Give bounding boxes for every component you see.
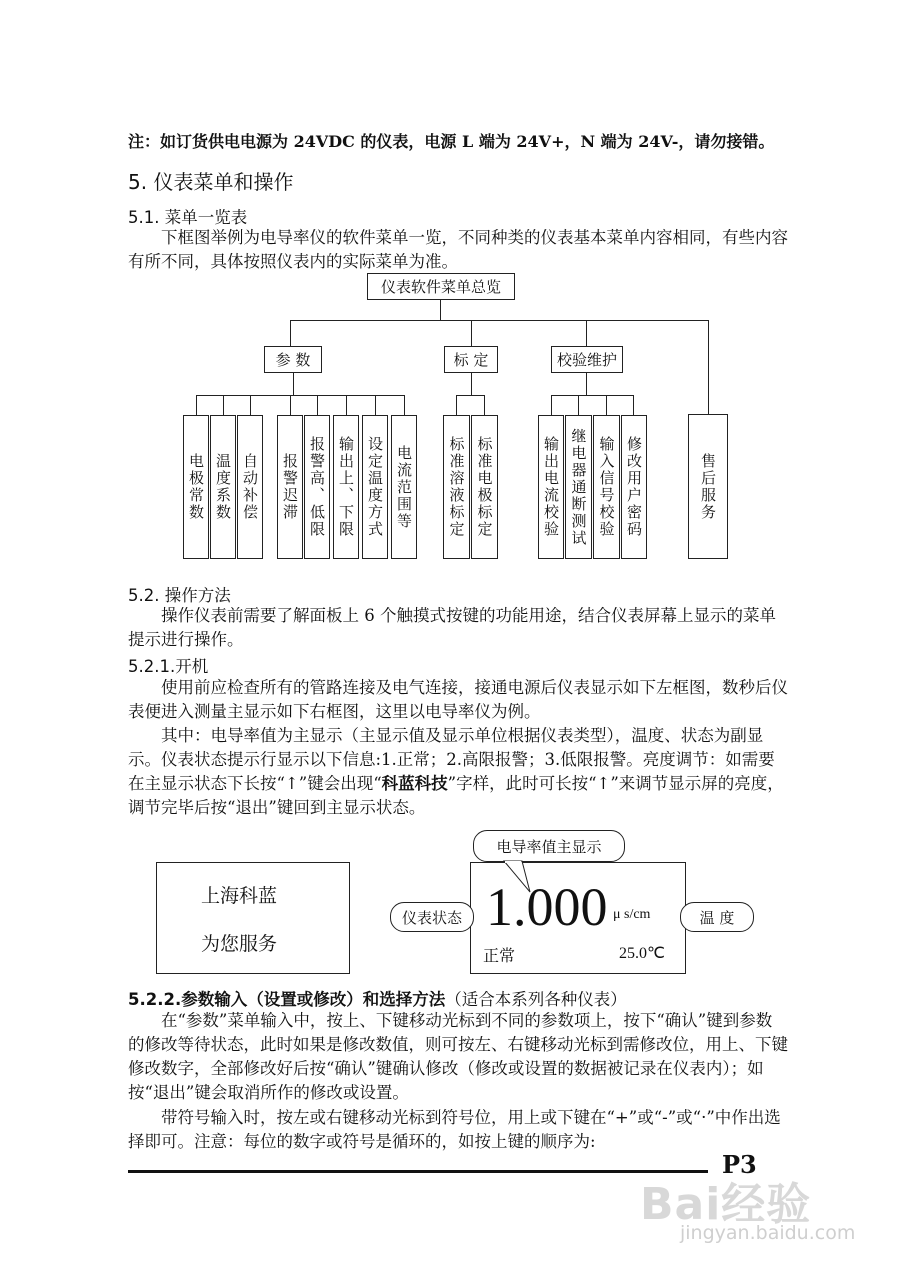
- tree-line: [375, 395, 376, 415]
- menu-item-relay-test: 继电器通断测试: [565, 415, 592, 559]
- section-5-2-1-paragraph-1: 使用前应检查所有的管路连接及电气连接，接通电源后仪表显示如下左框图，数秒后仪表便进入测量主显示如下右框图，这里以电导率仪为例。: [128, 678, 788, 721]
- section-5-1-title: 5.1. 菜单一览表: [128, 208, 248, 227]
- watermark-url: jingyan.baidu.com: [680, 1222, 856, 1244]
- section-5-2-2-paragraph-2: 带符号输入时，按左或右键移动光标到符号位，用上或下键在“+”或“-”或“·”中作出选择即可。注意：每位的数字或符号是循环的，如按上键的顺序为:: [128, 1108, 781, 1151]
- menu-item-temp-coefficient: 温度系数: [210, 415, 236, 559]
- tree-line: [586, 320, 587, 346]
- brand-text: 科蓝科技: [381, 774, 448, 793]
- section-5-2-1-paragraph-2: 其中：电导率值为主显示（主显示值及显示单位根据仪表类型），温度、状态为副显示。仪表状态提示行显示以下信息:1.正常；2.高限报警；3.低限报警。亮度调节：如需要在主显示状态下长按“↑”键会出现“科蓝科技”字样，此时可长按“↑”来调节显示屏的亮度，调节完毕后按“退出”键回到主显示状态。: [128, 726, 784, 817]
- tree-line: [456, 395, 484, 396]
- tree-line: [250, 395, 251, 415]
- temperature-value: 25.0℃: [619, 945, 665, 962]
- section-5-2-2-paragraph-1: 在“参数”菜单输入中，按上、下键移动光标到不同的参数项上，按下“确认”键到参数的修改等待状态，此时如果是修改数值，则可按左、右键移动光标到需修改位，用上、下键修改数字，全部修改好后按“确认”键确认修改（修改或设置的数据被记录在仪表内）；如按“退出”键会取消所作的修改或设置。: [128, 1011, 788, 1102]
- status-text: 正常: [483, 946, 516, 965]
- tree-line: [551, 395, 633, 396]
- menu-item-electrode-calib: 标准电极标定: [471, 415, 498, 559]
- menu-item-solution-calib: 标准溶液标定: [443, 415, 470, 559]
- section-5-2-1-title: 5.2.1.开机: [128, 657, 209, 676]
- tree-line: [586, 373, 587, 395]
- section-5-2-2-title: 5.2.2.参数输入（设置或修改）和选择方法（适合本系列各种仪表）: [128, 990, 627, 1009]
- tree-line: [293, 373, 294, 395]
- watermark-brand: Bai经验: [640, 1179, 812, 1230]
- tree-line: [404, 395, 405, 415]
- tree-line: [290, 320, 291, 346]
- menu-item-change-password: 修改用户密码: [621, 415, 647, 559]
- footer-rule: [128, 1170, 708, 1173]
- menu-item-output-limits: 输出上、下限: [333, 415, 359, 559]
- tree-line: [551, 395, 552, 415]
- tree-line: [196, 395, 404, 396]
- tree-line: [290, 395, 291, 415]
- callout-main-display: 电导率值主显示: [473, 830, 625, 862]
- menu-root: 仪表软件菜单总览: [367, 273, 515, 300]
- conductivity-unit: μ s/cm: [613, 907, 651, 922]
- menu-item-output-current-check: 输出电流校验: [538, 415, 564, 559]
- menu-group-calib: 标 定: [444, 346, 498, 373]
- power-note: 注：如订货供电电源为 24VDC 的仪表，电源 L 端为 24V+，N 端为 24V-，请勿接错。: [128, 132, 775, 151]
- menu-item-temp-mode: 设定温度方式: [362, 415, 388, 559]
- callout-temperature: 温 度: [680, 902, 754, 932]
- section-5-1-paragraph: 下框图举例为电导率仪的软件菜单一览，不同种类的仪表基本菜单内容相同，有些内容有所不同，具体按照仪表内的实际菜单为准。: [128, 228, 788, 271]
- menu-item-alarm-limits: 报警高、低限: [304, 415, 330, 559]
- page-number: P3: [722, 1150, 757, 1179]
- tree-line: [471, 320, 472, 346]
- menu-item-current-range: 电流范围等: [391, 415, 417, 559]
- tree-line: [440, 300, 441, 320]
- menu-item-alarm-hysteresis: 报警迟滞: [277, 415, 303, 559]
- callout-pointer: [500, 860, 540, 894]
- tree-line: [484, 395, 485, 415]
- menu-item-input-signal-check: 输入信号校验: [593, 415, 620, 559]
- startup-line-1: 上海科蓝: [201, 885, 278, 907]
- tree-line: [578, 395, 579, 415]
- tree-line: [223, 395, 224, 415]
- tree-line: [633, 395, 634, 415]
- conductivity-value: 1.000: [486, 877, 608, 937]
- menu-group-service: 售后服务: [688, 414, 728, 559]
- startup-line-2: 为您服务: [201, 933, 278, 955]
- tree-line: [290, 320, 708, 321]
- tree-line: [471, 373, 472, 395]
- section-5-2-title: 5.2. 操作方法: [128, 586, 231, 605]
- tree-line: [456, 395, 457, 415]
- menu-group-params: 参 数: [264, 346, 322, 373]
- tree-line: [196, 395, 197, 415]
- menu-group-maint: 校验维护: [551, 346, 623, 373]
- menu-item-electrode-constant: 电极常数: [183, 415, 209, 559]
- tree-line: [346, 395, 347, 415]
- section-5-2-paragraph: 操作仪表前需要了解面板上 6 个触摸式按键的功能用途，结合仪表屏幕上显示的菜单提示进行操作。: [128, 606, 776, 649]
- menu-item-auto-compensation: 自动补偿: [237, 415, 263, 559]
- section-5-title: 5. 仪表菜单和操作: [128, 170, 294, 194]
- callout-status: 仪表状态: [390, 902, 474, 932]
- tree-line: [606, 395, 607, 415]
- startup-display: [156, 862, 350, 974]
- tree-line: [317, 395, 318, 415]
- tree-line: [708, 320, 709, 414]
